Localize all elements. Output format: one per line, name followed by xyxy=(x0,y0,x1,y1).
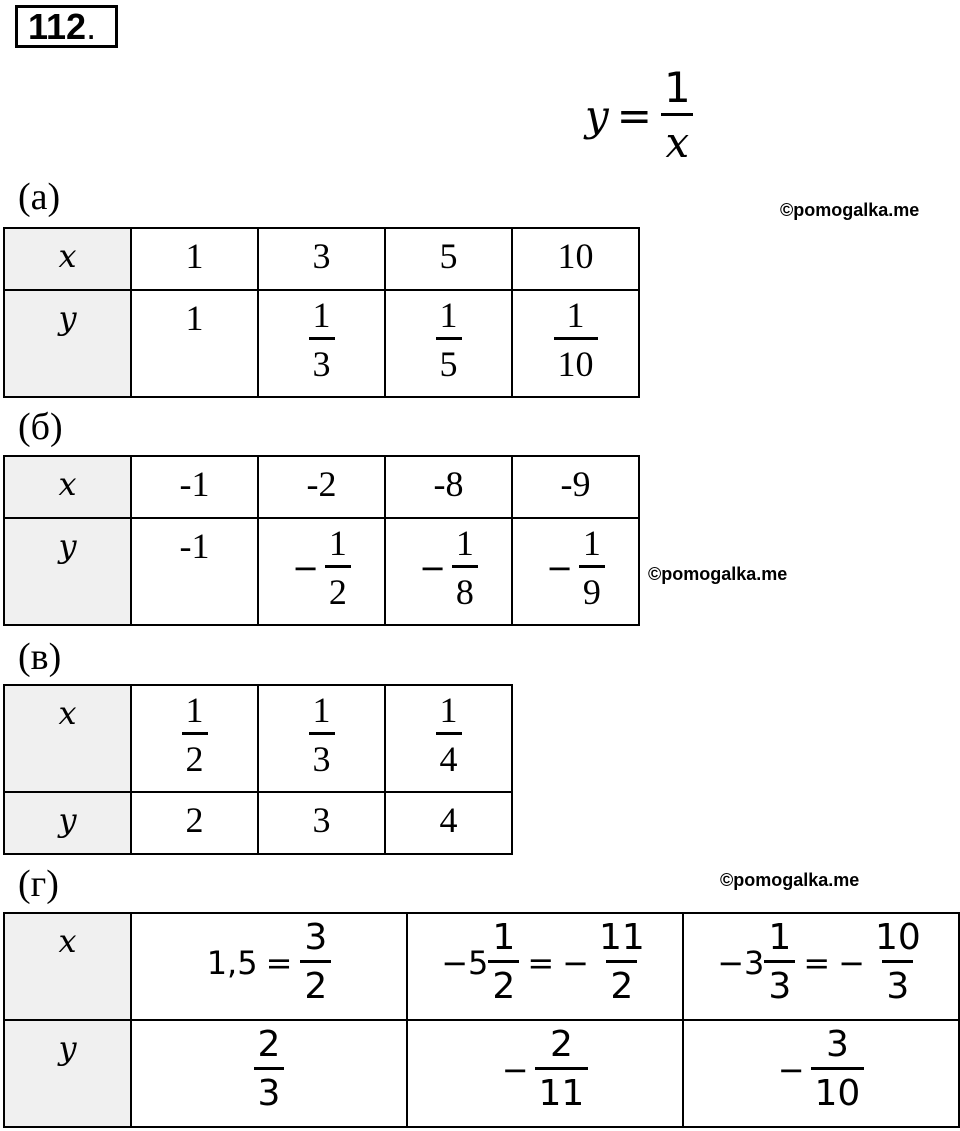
table-cell xyxy=(131,913,407,1020)
table-cell xyxy=(131,685,258,792)
minus-sign: − xyxy=(419,548,446,587)
table-row-x xyxy=(4,456,639,518)
cell-value: -1 xyxy=(179,464,210,504)
minus-sign: − xyxy=(838,943,865,982)
formula xyxy=(585,62,695,167)
table-cell xyxy=(512,456,639,518)
table-cell xyxy=(258,290,385,397)
formula-numerator: 1 xyxy=(663,62,691,112)
denominator: 3 xyxy=(309,732,335,777)
table-cell xyxy=(385,228,512,290)
x-header xyxy=(4,228,131,290)
problem-number-value: 112 xyxy=(28,6,87,47)
problem-number xyxy=(15,5,118,48)
mixed-fraction xyxy=(764,917,795,1007)
var-y: y xyxy=(58,801,77,839)
minus-sign: − xyxy=(777,1050,805,1089)
expression xyxy=(717,917,925,1007)
section-b-label: (б) xyxy=(18,406,63,448)
fraction xyxy=(535,1024,589,1114)
table-row-x xyxy=(4,228,639,290)
formula-fraction xyxy=(660,62,695,167)
numerator: 2 xyxy=(549,1024,573,1065)
table-cell xyxy=(131,518,258,625)
denominator: 3 xyxy=(254,1067,285,1112)
cell-value: 3 xyxy=(312,800,331,840)
x-header xyxy=(4,913,131,1020)
table-cell xyxy=(512,290,639,397)
expression xyxy=(206,917,332,1007)
expr-whole: −5 xyxy=(441,943,489,982)
denominator: 10 xyxy=(554,337,598,382)
table-cell xyxy=(407,913,683,1020)
minus-sign: − xyxy=(292,548,319,587)
fraction xyxy=(452,525,478,610)
minus-sign: − xyxy=(501,1050,529,1089)
y-header xyxy=(4,290,131,397)
section-a-label: (а) xyxy=(18,176,61,218)
fraction xyxy=(554,297,598,382)
minus-sign: − xyxy=(562,943,589,982)
table-row-x xyxy=(4,685,512,792)
denominator: 10 xyxy=(811,1067,865,1112)
y-header xyxy=(4,792,131,854)
numerator: 3 xyxy=(825,1024,849,1065)
denominator: 8 xyxy=(452,565,478,610)
cell-value: 10 xyxy=(557,236,594,276)
fraction xyxy=(309,692,335,777)
numerator: 1 xyxy=(312,690,331,730)
table-row-y xyxy=(4,1020,959,1127)
table-cell xyxy=(131,290,258,397)
expression xyxy=(441,917,649,1007)
denominator: 9 xyxy=(579,565,605,610)
fraction xyxy=(871,917,925,1007)
watermark: ©pomogalka.me xyxy=(720,870,860,890)
watermark: ©pomogalka.me xyxy=(648,564,788,584)
table-cell xyxy=(258,685,385,792)
table-cell xyxy=(683,913,959,1020)
fraction xyxy=(811,1024,865,1114)
cell-value: 4 xyxy=(439,800,458,840)
denominator: 3 xyxy=(764,960,795,1005)
expr-left: 1,5 xyxy=(206,943,258,982)
table-d xyxy=(3,912,960,1128)
cell-value: -9 xyxy=(560,464,591,504)
fraction xyxy=(436,692,462,777)
table-b xyxy=(3,455,640,626)
cell-value: 3 xyxy=(312,236,331,276)
table-cell xyxy=(258,456,385,518)
table-cell xyxy=(512,228,639,290)
numerator: 1 xyxy=(566,295,585,335)
section-c-label: (в) xyxy=(18,636,62,678)
table-cell xyxy=(385,685,512,792)
section-d-label: (г) xyxy=(18,863,59,905)
numerator: 1 xyxy=(582,523,601,563)
table-cell xyxy=(385,456,512,518)
table-c xyxy=(3,684,513,855)
x-header xyxy=(4,685,131,792)
mixed-fraction xyxy=(488,917,519,1007)
denominator: 5 xyxy=(436,337,462,382)
numerator: 1 xyxy=(439,295,458,335)
denominator: 4 xyxy=(436,732,462,777)
table-cell xyxy=(258,792,385,854)
var-x: x xyxy=(58,237,77,275)
cell-value: 1 xyxy=(185,298,204,338)
table-cell xyxy=(385,290,512,397)
numerator: 1 xyxy=(455,523,474,563)
denominator: 2 xyxy=(488,960,519,1005)
numerator: 1 xyxy=(492,917,516,958)
fraction xyxy=(595,917,649,1007)
table-cell xyxy=(258,518,385,625)
table-cell xyxy=(258,228,385,290)
numerator: 10 xyxy=(874,917,921,958)
expr-equals: = xyxy=(527,943,555,982)
fraction xyxy=(182,692,208,777)
minus-sign: − xyxy=(546,548,573,587)
denominator: 11 xyxy=(535,1067,589,1112)
formula-equals: = xyxy=(616,90,652,140)
problem-number-suffix: . xyxy=(86,6,97,47)
table-cell xyxy=(385,518,512,625)
cell-value: 2 xyxy=(185,800,204,840)
var-y: y xyxy=(58,1029,77,1067)
x-header xyxy=(4,456,131,518)
table-cell xyxy=(131,228,258,290)
cell-value: -2 xyxy=(306,464,337,504)
table-row-y xyxy=(4,290,639,397)
table-row-x xyxy=(4,913,959,1020)
formula-denominator: x xyxy=(661,113,693,164)
cell-value: 5 xyxy=(439,236,458,276)
denominator: 3 xyxy=(882,960,913,1005)
var-y: y xyxy=(58,527,77,565)
table-cell xyxy=(131,792,258,854)
table-row-y xyxy=(4,792,512,854)
numerator: 1 xyxy=(312,295,331,335)
denominator: 2 xyxy=(606,960,637,1005)
y-header xyxy=(4,518,131,625)
table-cell xyxy=(512,518,639,625)
denominator: 3 xyxy=(309,337,335,382)
fraction xyxy=(579,525,605,610)
table-cell xyxy=(385,792,512,854)
denominator: 2 xyxy=(182,732,208,777)
table-cell xyxy=(131,456,258,518)
fraction xyxy=(300,917,331,1007)
numerator: 1 xyxy=(185,690,204,730)
denominator: 2 xyxy=(325,565,351,610)
table-a xyxy=(3,227,640,398)
numerator: 1 xyxy=(768,917,792,958)
var-y: y xyxy=(58,299,77,337)
numerator: 1 xyxy=(439,690,458,730)
fraction xyxy=(309,297,335,382)
denominator: 2 xyxy=(300,960,331,1005)
fraction xyxy=(436,297,462,382)
formula-y: y xyxy=(585,90,609,140)
expr-whole: −3 xyxy=(717,943,765,982)
expr-equals: = xyxy=(265,943,293,982)
cell-value: 1 xyxy=(185,236,204,276)
cell-value: -8 xyxy=(433,464,464,504)
table-row-y xyxy=(4,518,639,625)
y-header xyxy=(4,1020,131,1127)
cell-value: -1 xyxy=(179,526,210,566)
numerator: 3 xyxy=(304,917,328,958)
var-x: x xyxy=(58,694,77,732)
table-cell xyxy=(683,1020,959,1127)
numerator: 1 xyxy=(328,523,347,563)
numerator: 11 xyxy=(598,917,645,958)
numerator: 2 xyxy=(257,1024,281,1065)
fraction xyxy=(254,1024,285,1114)
watermark: ©pomogalka.me xyxy=(780,200,920,220)
var-x: x xyxy=(58,922,77,960)
fraction xyxy=(325,525,351,610)
table-cell xyxy=(407,1020,683,1127)
var-x: x xyxy=(58,465,77,503)
table-cell xyxy=(131,1020,407,1127)
expr-equals: = xyxy=(803,943,831,982)
